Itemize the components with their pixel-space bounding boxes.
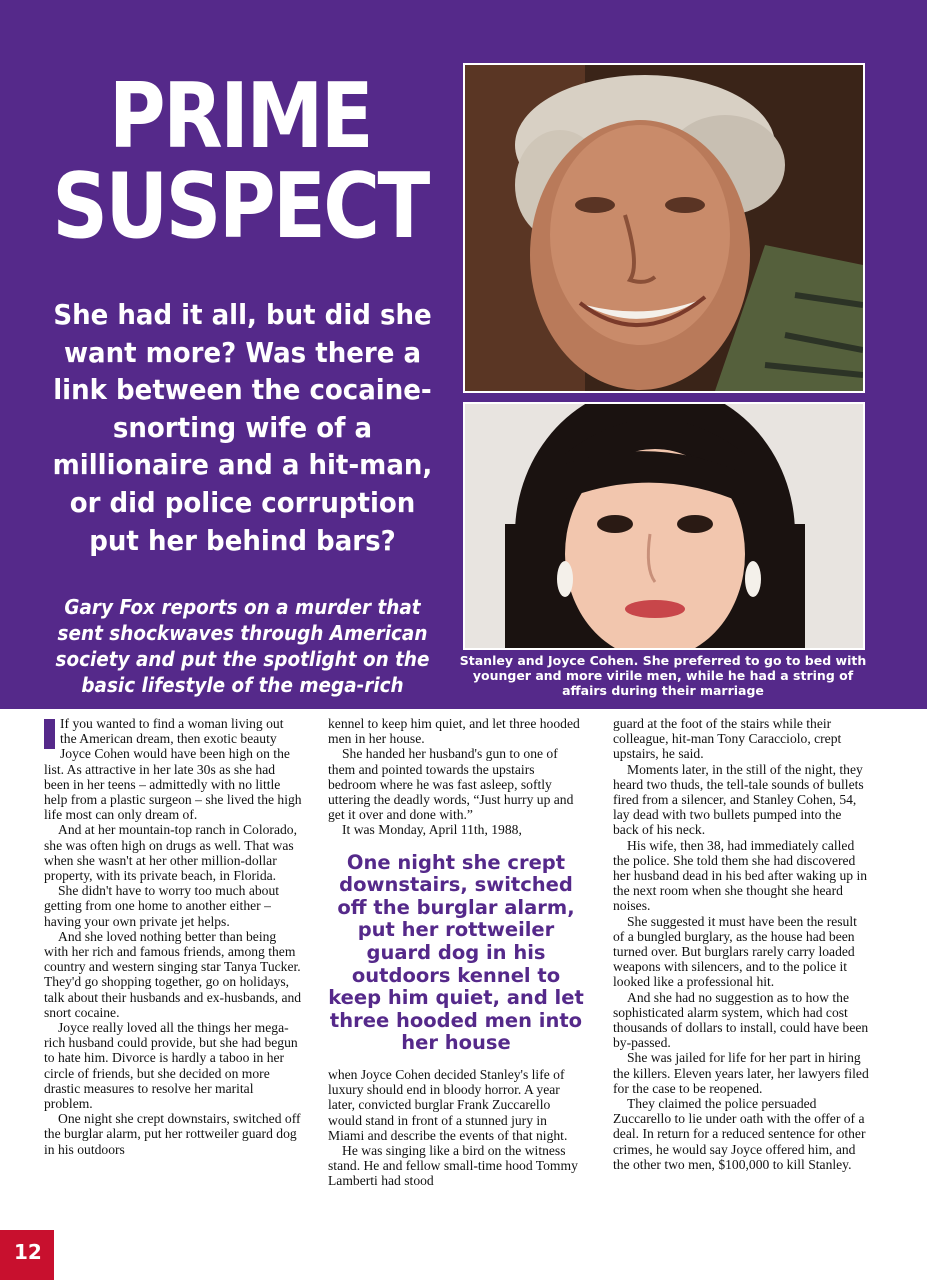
article-column-2 xyxy=(328,716,584,1189)
photo-caption: Stanley and Joyce Cohen. She preferred to go to bed with younger and more virile men, while he had a string of affairs during their marriage xyxy=(459,653,867,698)
paragraph: If you wanted to find a woman living out the American dream, then exotic beauty Joyce Cohen would have been high on the list. As attractive in her late 30s as she had been in her teens – admittedly with no little help from a plastic surgeon – she lived the high life most can only dream of. xyxy=(44,716,302,823)
paragraph: She handed her husband's gun to one of them and pointed towards the upstairs bedroom where he was fast asleep, softly uttering the deadly words, “Just hurry up and get it over and done with.” xyxy=(328,746,574,823)
photo-joyce-cohen xyxy=(463,402,865,650)
paragraph: It was Monday, April 11th, 1988, xyxy=(342,822,522,838)
article-column-3 xyxy=(613,716,869,1172)
headline xyxy=(51,64,429,259)
paragraph: She was jailed for life for her part in hiring the killers. Eleven years later, her lawyers filed for the case to be reopened. xyxy=(613,1050,869,1096)
paragraph: And at her mountain-top ranch in Colorado, she was often high on drugs as well. That was when she wasn't at her other million-dollar property, with its private beach, in Florida. xyxy=(44,822,297,884)
paragraph: guard at the foot of the stairs while their colleague, hit-man Tony Caracciolo, crept upstairs, he said. xyxy=(613,716,842,762)
paragraph: They claimed the police persuaded Zuccarello to lie under oath with the offer of a deal. In return for a reduced sentence for other crimes, he would say Joyce offered him, and the other two men, $100,000 to kill Stanley. xyxy=(613,1096,866,1172)
paragraph: His wife, then 38, had immediately called the police. She told them she had discovered her husband dead in his bed after waking up in the next room when she thought she heard noises. xyxy=(613,837,868,914)
page-number: 12 xyxy=(14,1240,42,1264)
headline-line-2: SUSPECT xyxy=(52,154,428,259)
paragraph: Moments later, in the still of the night, they heard two thuds, the tell-tale sounds of bullets fired from a silencer, and Stanley Cohen, 54, lay dead with two bullets pumped into the back of his neck. xyxy=(613,761,864,838)
paragraph: And she loved nothing better than being with her rich and famous friends, among them country and western singing star Tanya Tucker. They'd go shopping together, go on holidays, talk about their husbands and ex-husbands, and snort cocaine. xyxy=(44,928,302,1020)
paragraph: He was singing like a bird on the witness stand. He and fellow small-time hood Tommy Lamberti had stood xyxy=(328,1142,578,1189)
pull-quote: One night she crept downstairs, switched off the burglar alarm, put her rottweiler guard dog in his outdoors kennel to keep him quiet, and let three hooded men into her house xyxy=(328,850,584,1055)
standfirst: She had it all, but did she want more? Was there a link between the cocaine-snorting wife of a millionaire and a hit-man, or did police corruption put her behind bars? xyxy=(52,298,433,557)
byline: Gary Fox reports on a murder that sent shockwaves through American society and put the spotlight on the basic lifestyle of the mega-rich xyxy=(55,595,430,697)
drop-cap-block xyxy=(44,719,55,749)
photo-stanley-cohen xyxy=(463,63,865,393)
paragraph: She suggested it must have been the result of a bungled burglary, as the house had been turned over. But burglars rarely carry loaded weapons with silencers, and to the police it looked like a professional hit. xyxy=(613,913,857,990)
paragraph: Joyce really loved all the things her mega-rich husband could provide, but she had begun to hate him. Divorce is hardly a taboo in her circle of friends, but she decided on more drastic measures to resolve her marital problem. xyxy=(44,1020,298,1112)
paragraph: kennel to keep him quiet, and let three hooded men in her house. xyxy=(328,716,580,747)
headline-line-1: PRIME xyxy=(108,64,372,169)
page-number-badge xyxy=(0,1230,54,1280)
paragraph: One night she crept downstairs, switched off the burglar alarm, put her rottweiler guard dog in his outdoors xyxy=(44,1111,301,1157)
article-column-1 xyxy=(44,716,302,1157)
paragraph: when Joyce Cohen decided Stanley's life of luxury should end in bloody horror. A year later, convicted burglar Frank Zuccarello would stand in front of a stunned jury in Miami and describe the events of that night. xyxy=(328,1066,568,1143)
paragraph: She didn't have to worry too much about getting from one home to another either – having your own private jet helps. xyxy=(44,883,280,929)
paragraph: And she had no suggestion as to how the sophisticated alarm system, which had cost thousands of dollars to install, could have been by-passed. xyxy=(613,989,869,1051)
